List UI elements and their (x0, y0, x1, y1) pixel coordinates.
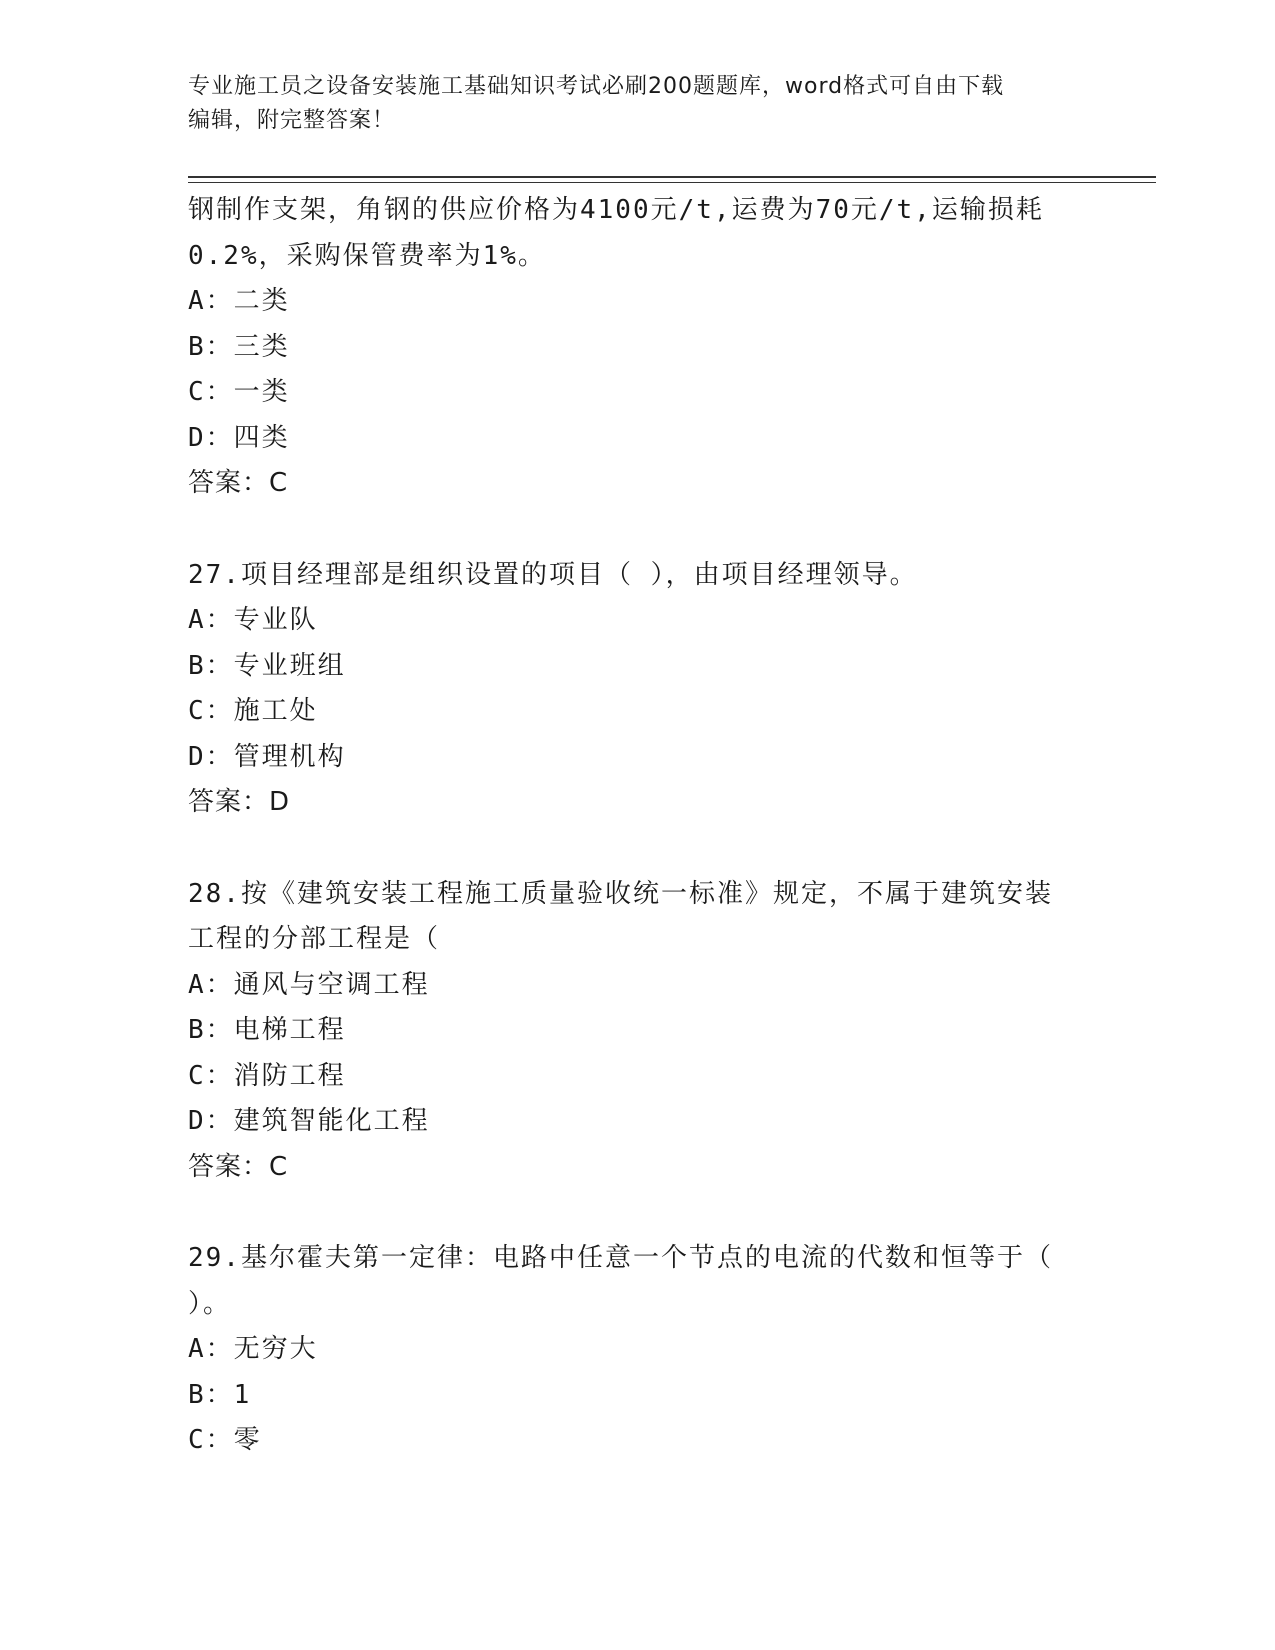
spacer (188, 1190, 1088, 1236)
question-list (188, 188, 1088, 1464)
option-a: A：二类 (188, 286, 290, 316)
question-29-block (188, 1236, 1088, 1464)
option-b: B：1 (188, 1379, 252, 1410)
question-text-line: 27.项目经理部是组织设置的项目（ ），由项目经理领导。 (188, 559, 918, 590)
header-title-line-1: 专业施工员之设备安装施工基础知识考试必刷200题题库，word格式可自由下载 (188, 74, 1005, 99)
question-27-block (188, 553, 1088, 826)
option-c: C：消防工程 (188, 1060, 346, 1091)
answer-line: 答案：D (188, 787, 291, 817)
spacer (188, 826, 1088, 872)
question-text-line: 工程的分部工程是（ (188, 924, 441, 954)
option-a: A：专业队 (188, 605, 318, 635)
option-a: A：通风与空调工程 (188, 969, 430, 1000)
header-title-line-2: 编辑，附完整答案！ (188, 108, 396, 133)
option-c: C：一类 (188, 377, 290, 407)
option-d: D：四类 (188, 422, 290, 453)
question-text-line: 29.基尔霍夫第一定律：电路中任意一个节点的电流的代数和恒等于（ (188, 1243, 1053, 1273)
option-c: C：施工处 (188, 696, 318, 726)
question-text-line: 28.按《建筑安装工程施工质量验收统一标准》规定，不属于建筑安装 (188, 878, 1053, 909)
header-divider-thin (188, 182, 1156, 183)
question-text-line: 0.2%，采购保管费率为1%。 (188, 240, 546, 271)
option-b: B：专业班组 (188, 650, 346, 681)
document-header (188, 70, 1088, 138)
question-text-line: ）。 (188, 1288, 232, 1319)
option-b: B：三类 (188, 331, 290, 362)
option-d: D：建筑智能化工程 (188, 1106, 430, 1136)
question-28-block (188, 872, 1088, 1191)
question-26-block (188, 188, 1088, 507)
question-text-line: 钢制作支架，角钢的供应价格为4100元/t,运费为70元/t,运输损耗 (188, 195, 1044, 225)
spacer (188, 507, 1088, 553)
option-c: C：零 (188, 1425, 262, 1455)
option-d: D：管理机构 (188, 741, 346, 772)
header-divider-thick (188, 176, 1156, 178)
option-b: B：电梯工程 (188, 1015, 346, 1045)
answer-line: 答案：C (188, 1151, 289, 1182)
option-a: A：无穷大 (188, 1334, 318, 1364)
answer-line: 答案：C (188, 468, 289, 498)
